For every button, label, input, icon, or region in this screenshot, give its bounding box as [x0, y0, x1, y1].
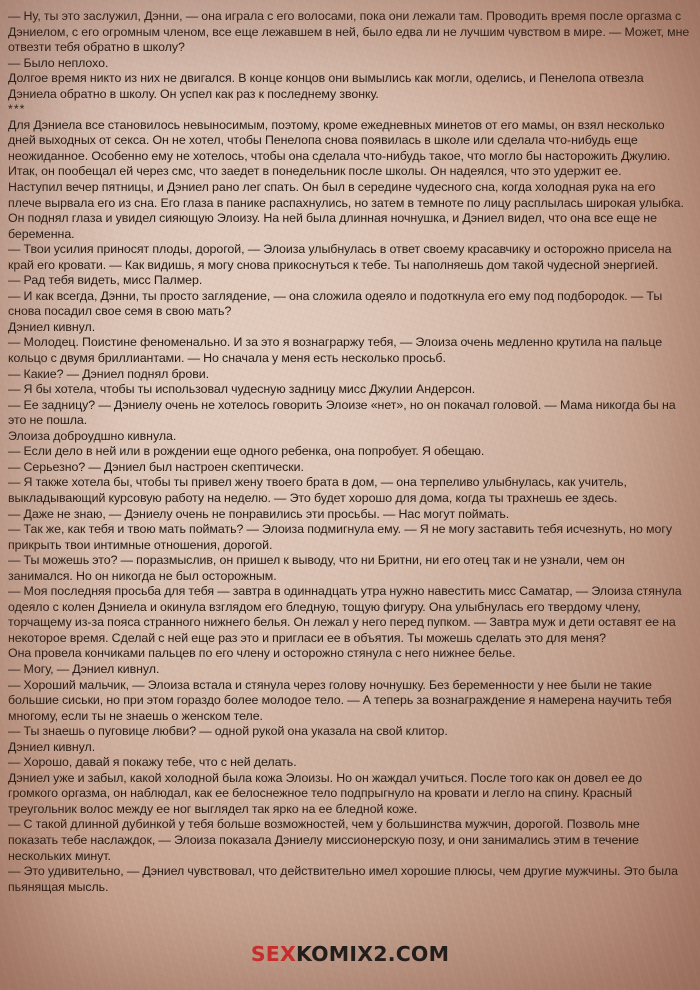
- paragraph: — Могу, — Дэниел кивнул.: [8, 661, 160, 676]
- paragraph: — Даже не знаю, — Дэниелу очень не понравились эти просьбы. — Нас могут поймать.: [8, 506, 510, 521]
- paragraph: — Ну, ты это заслужил, Дэнни, — она играла с его волосами, пока они лежали там. Проводить время после оргазма с Дэниелом, с его огромным членом, все еще лежавшем в ней, было едва ли не лучшим чувством в мире. — Может, мне отвезти тебя обратно в школу?: [8, 9, 690, 55]
- paragraph: — И как всегда, Дэнни, ты просто заглядение, — она сложила одеяло и подоткнула его ему под подбородок. — Ты снова посадил свое семя в свою мать?: [8, 288, 663, 319]
- paragraph: — Так же, как тебя и твою мать поймать? — Элоиза подмигнула ему. — Я не могу заставить тебя исчезнуть, но могу прикрыть твои интимные отношения, дорогой.: [8, 522, 672, 552]
- paragraph: — Серьезно? — Дэниел был настроен скептически.: [8, 459, 304, 474]
- paragraph: Дэниел кивнул.: [8, 739, 96, 754]
- watermark-suffix: KOMIX2.COM: [296, 942, 450, 966]
- paragraph: — Моя последняя просьба для тебя — завтра в одиннадцать утра нужно навестить мисс Саматар, — Элоиза стянула одеяло с колен Дэниела и окинула взглядом его бледную, тощую фигуру. Она улыбнулась его твердому члену, торчащему из-за пояса странного нижнего белья. Он лежал у него перед пупком. — Завтра муж и дети оставят ее на некоторое время. Сделай с ней еще раз это и приглаcи ее в объятия. Ты можешь сделать это для меня?: [8, 584, 682, 645]
- paragraph: — Молодец. Поистине феноменально. И за это я вознаграржу тебя, — Элоиза очень медленно крутила на пальце кольцо с двумя бриллиантами. — Но сначала у меня есть несколько просьб.: [8, 335, 663, 366]
- paragraph: — Хорошо, давай я покажу тебе, что с ней делать.: [8, 755, 297, 770]
- watermark-prefix: SEX: [250, 942, 297, 966]
- paragraph: — Какие? — Дэниел поднял брови.: [8, 366, 210, 381]
- paragraph: — Было неплохо.: [8, 55, 109, 70]
- paragraph: — Я бы хотела, чтобы ты использовал чудесную задницу мисс Джулии Андерсон.: [8, 382, 476, 397]
- watermark: [0, 942, 700, 966]
- paragraph: — Это удивительно, — Дэниел чувствовал, что действительно имел хорошие плюсы, чем другие мужчины. Это была пьянящая мысль.: [8, 864, 678, 894]
- paragraph: — Ты можешь это? — поразмыслив, он пришел к выводу, что ни Бритни, ни его отец так и не узнали, чем он занимался. Но он никогда не был осторожным.: [8, 553, 625, 583]
- paragraph: Долгое время никто из них не двигался. В конце концов они вымылись как могли, оделись, и Пенелопа отвезла Дэниела обратно в школу. Он успел как раз к последнему звонку.: [8, 71, 644, 101]
- paragraph: Дэниел уже и забыл, какой холодной была кожа Элоизы. Но он жаждал учиться. После того как он довел ее до громкого оргазма, он наблюдал, как ее белоснежное тело подпрыгнуло на кровати и легло на спину. Красный треугольник волос между ее ног выглядел так ярко на ее бледной коже.: [8, 770, 643, 816]
- paragraph: Для Дэниела все становилось невыносимым, поэтому, кроме ежедневных минетов от его мамы, он взял несколько дней выходных от секса. Он не хотел, чтобы Пенелопа снова появилась в школе или сделала что-нибудь еще неожиданное. Особенно ему не хотелось, чтобы она сделала что-нибудь такое, что могло бы насторожить Джулию. Итак, он пообещал ей через смс, что заедет в понедельник после школы. Он надеялся, что это удержит ее.: [8, 117, 671, 179]
- watermark-text: [251, 942, 449, 966]
- paragraph: — Ты знаешь о пуговице любви? — одной рукой она указала на свой клитор.: [8, 724, 448, 739]
- paragraph: — Твои усилия приносят плоды, дорогой, — Элоиза улыбнулась в ответ своему красавчику и осторожно присела на край его кровати. — Как видишь, я могу снова прикоснуться к тебе. Ты наполняешь дом такой чудесной энергией.: [8, 242, 672, 272]
- paragraph: — С такой длинной дубинкой у тебя больше возможностей, чем у большинства мужчин, дорогой. Позволь мне показать тебе наслаждок, — Элоиза показала Дэниелу миссионерскую позу, и они занимались этим в течение нескольких минут.: [8, 817, 640, 863]
- paragraph: Дэниел кивнул.: [8, 319, 96, 334]
- paragraph: — Рад тебя видеть, мисс Палмер.: [8, 273, 203, 288]
- section-separator: ***: [8, 102, 26, 117]
- paragraph: Наступил вечер пятницы, и Дэниел рано лег спать. Он был в середине чудесного сна, когда холодная рука на его плече вырвала его из сна. Его глаза в панике распахнулись, но затем в темноте по лицу расплылась широкая улыбка. Он поднял глаза и увидел сияющую Элоизу. На ней была длинная ночнушка, и Дэниел видел, что она все еще не беременна.: [8, 180, 684, 241]
- paragraph: Элоиза доброудшно кивнула.: [8, 428, 177, 443]
- paragraph: — Ее задницу? — Дэниелу очень не хотелось говорить Элоизе «нет», но он покачал головой. — Мама никогда бы на это не пошла.: [8, 397, 676, 428]
- paragraph: Она провела кончиками пальцев по его члену и осторожно стянула с него нижнее белье.: [8, 646, 516, 661]
- paragraph: — Я также хотела бы, чтобы ты привел жену твоего брата в дом, — она терпеливо улыбнулась, как учитель, выкладывающий курсовую работу на неделю. — Это будет хорошо для дома, когда ты трахнешь ее здесь.: [8, 475, 627, 505]
- paragraph: — Если дело в ней или в рождении еще одного ребенка, она попробует. Я обещаю.: [8, 444, 485, 459]
- paragraph: — Хороший мальчик, — Элоиза встала и стянула через голову ночнушку. Без беременности у нее были не такие большие сиськи, но при этом гораздо более молодое тело. — А теперь за вознаграждение я намерена научить тебя многому, если ты не знаешь о женском теле.: [8, 677, 672, 723]
